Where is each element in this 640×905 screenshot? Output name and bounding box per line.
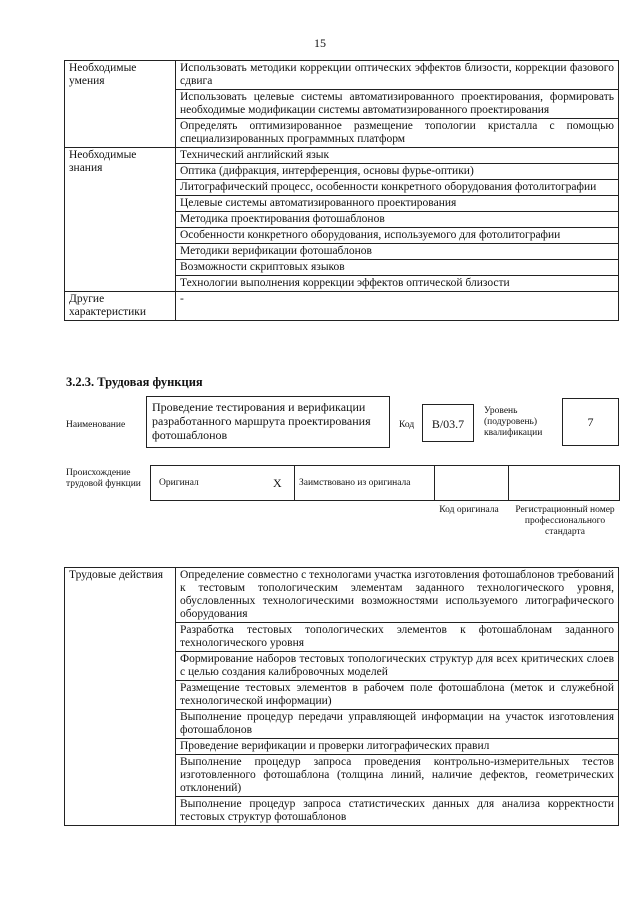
- action-item: Размещение тестовых элементов в рабочем поле фотошаблона (меток и служебной технологической информации): [176, 681, 619, 710]
- other-label: Другие характеристики: [65, 292, 176, 321]
- original-mark: X: [273, 476, 282, 490]
- actions-table: [64, 567, 619, 826]
- requirements-table: [64, 60, 619, 321]
- knowledge-item: Особенности конкретного оборудования, используемого для фотолитографии: [176, 228, 619, 244]
- original-label: Оригинал: [159, 478, 199, 488]
- section-title: 3.2.3. Трудовая функция: [66, 375, 203, 389]
- level-value: 7: [562, 398, 619, 446]
- code-caption: Код оригинала: [439, 505, 499, 515]
- skill-item: Использовать методики коррекции оптических эффектов близости, коррекции фазового сдвига: [176, 61, 619, 90]
- origin-row: [150, 465, 620, 501]
- knowledge-item: Методика проектирования фотошаблонов: [176, 212, 619, 228]
- page-number: 15: [314, 36, 326, 50]
- action-item: Выполнение процедур запроса проведения контрольно-измерительных тестов изготовленного фотошаблона (толщина линий, наличие дефектов, геометрических отклонений): [176, 755, 619, 797]
- action-item: Выполнение процедур передачи управляющей информации на участок изготовления фотошаблонов: [176, 710, 619, 739]
- level-label: Уровень (подуровень) квалификации: [484, 406, 543, 438]
- knowledge-item: Оптика (дифракция, интерференция, основы фурье-оптики): [176, 164, 619, 180]
- origin-divider: [294, 466, 295, 500]
- knowledge-item: Технический английский язык: [176, 148, 619, 164]
- function-code: B/03.7: [422, 404, 474, 442]
- function-name: Проведение тестирования и верификации разработанного маршрута проектирования фотошаблонов: [146, 396, 390, 448]
- code-label: Код: [399, 420, 415, 430]
- name-label: Наименование: [66, 420, 126, 430]
- knowledge-label: Необходимые знания: [65, 148, 176, 292]
- action-item: Проведение верификации и проверки литографических правил: [176, 739, 619, 755]
- knowledge-item: Целевые системы автоматизированного проектирования: [176, 196, 619, 212]
- origin-divider: [434, 466, 435, 500]
- reg-caption: Регистрационный номер профессионального стандарта: [515, 505, 615, 537]
- other-value: -: [176, 292, 619, 321]
- skill-item: Определять оптимизированное размещение топологии кристалла с помощью специализированных программных платформ: [176, 119, 619, 148]
- knowledge-item: Возможности скриптовых языков: [176, 260, 619, 276]
- knowledge-item: Литографический процесс, особенности конкретного оборудования фотолитографии: [176, 180, 619, 196]
- knowledge-item: Технологии выполнения коррекции эффектов оптической близости: [176, 276, 619, 292]
- action-item: Определение совместно с технологами участка изготовления фотошаблонов требований к тестовым топологическим элементам заданного технологического уровня, обусловленных технологическими возможностями используемого литографического оборудования: [176, 568, 619, 623]
- origin-label: Происхождение трудовой функции: [66, 468, 141, 489]
- knowledge-item: Методики верификации фотошаблонов: [176, 244, 619, 260]
- action-item: Разработка тестовых топологических элементов к фотошаблонам заданного технологического уровня: [176, 623, 619, 652]
- origin-divider: [508, 466, 509, 500]
- borrowed-label: Заимствовано из оригинала: [299, 478, 411, 488]
- actions-label: Трудовые действия: [65, 568, 176, 826]
- action-item: Формирование наборов тестовых топологических структур для всех критических слоев с целью создания калибровочных моделей: [176, 652, 619, 681]
- skill-item: Использовать целевые системы автоматизированного проектирования, формировать необходимые модификации системы автоматизированного проектирования: [176, 90, 619, 119]
- action-item: Выполнение процедур запроса статистических данных для анализа корректности тестовых структур фотошаблонов: [176, 797, 619, 826]
- skills-label: Необходимые умения: [65, 61, 176, 148]
